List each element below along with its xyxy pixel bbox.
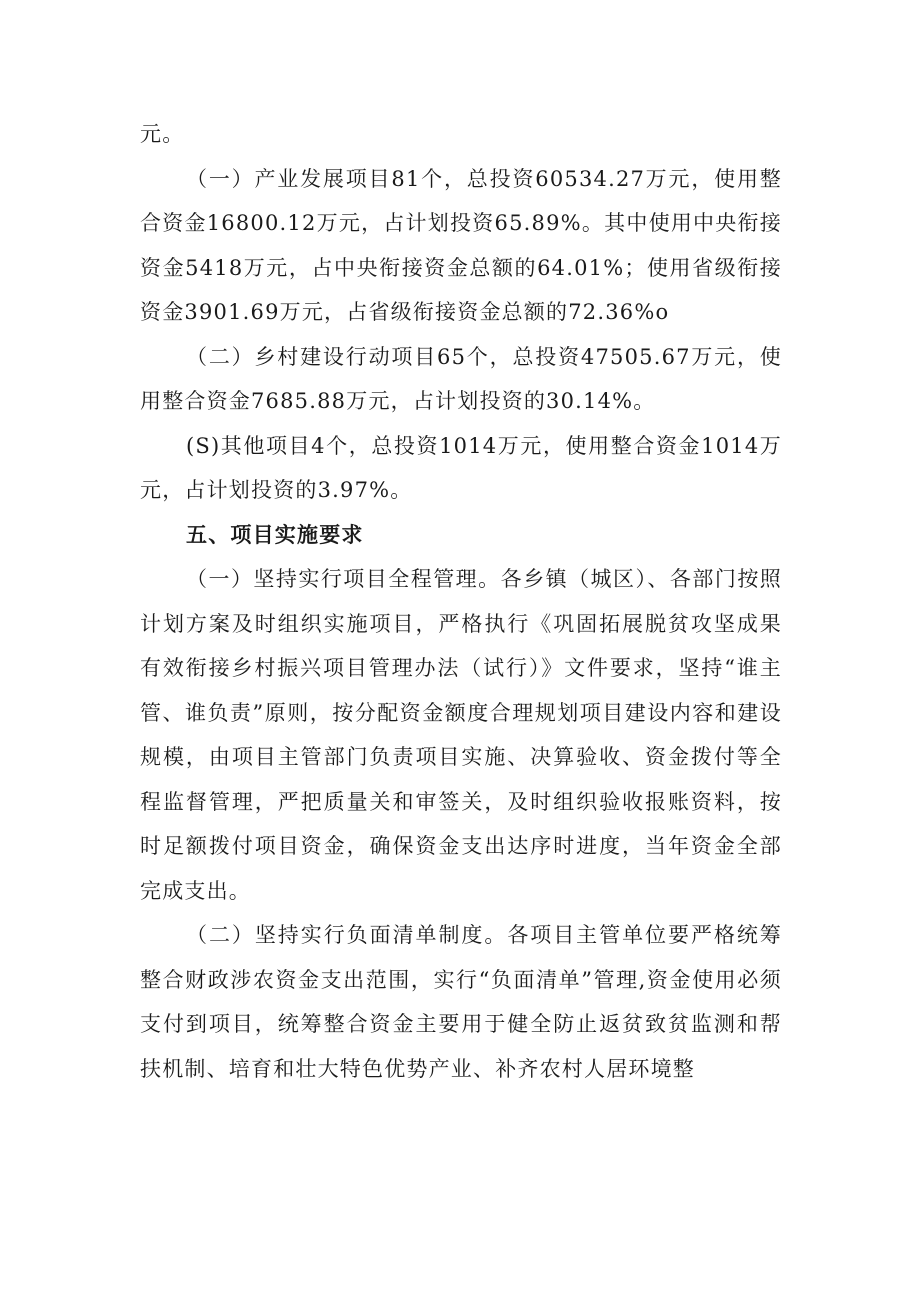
paragraph-other-projects: (S)其他项目4个，总投资1014万元，使用整合资金1014万元，占计划投资的3.97%。: [140, 433, 782, 502]
paragraph-continuation: 元。: [140, 122, 185, 146]
document-body: [140, 112, 782, 1091]
paragraph-rural-construction-projects: （二）乡村建设行动项目65个，总投资47505.67万元，使用整合资金7685.88万元，占计划投资的30.14%。: [140, 344, 782, 413]
paragraph-negative-list-system: （二）坚持实行负面清单制度。各项目主管单位要严格统筹整合财政涉农资金支出范围，实行“负面清单”管理,资金使用必须支付到项目，统筹整合资金主要用于健全防止返贫致贫监测和帮扶机制、培育和壮大特色优势产业、补齐农村人居环境整: [140, 923, 782, 1081]
paragraph-full-process-management: （一）坚持实行项目全程管理。各乡镇（城区）、各部门按照计划方案及时组织实施项目，严格执行《巩固拓展脱贫攻坚成果有效衔接乡村振兴项目管理办法（试行）》文件要求，坚持“谁主管、谁负责”原则，按分配资金额度合理规划项目建设内容和建设规模，由项目主管部门负责项目实施、决算验收、资金拨付等全程监督管理，严把质量关和审签关，及时组织验收报账资料，按时足额拨付项目资金，确保资金支出达序时进度，当年资金全部完成支出。: [140, 567, 782, 903]
section-heading-implementation-requirements: 五、项目实施要求: [186, 522, 364, 547]
paragraph-industry-projects: （一）产业发展项目81个，总投资60534.27万元，使用整合资金16800.12万元，占计划投资65.89%。其中使用中央衔接资金5418万元，占中央衔接资金总额的64.01%；使用省级衔接资金3901.69万元，占省级衔接资金总额的72.36%o: [140, 166, 782, 324]
